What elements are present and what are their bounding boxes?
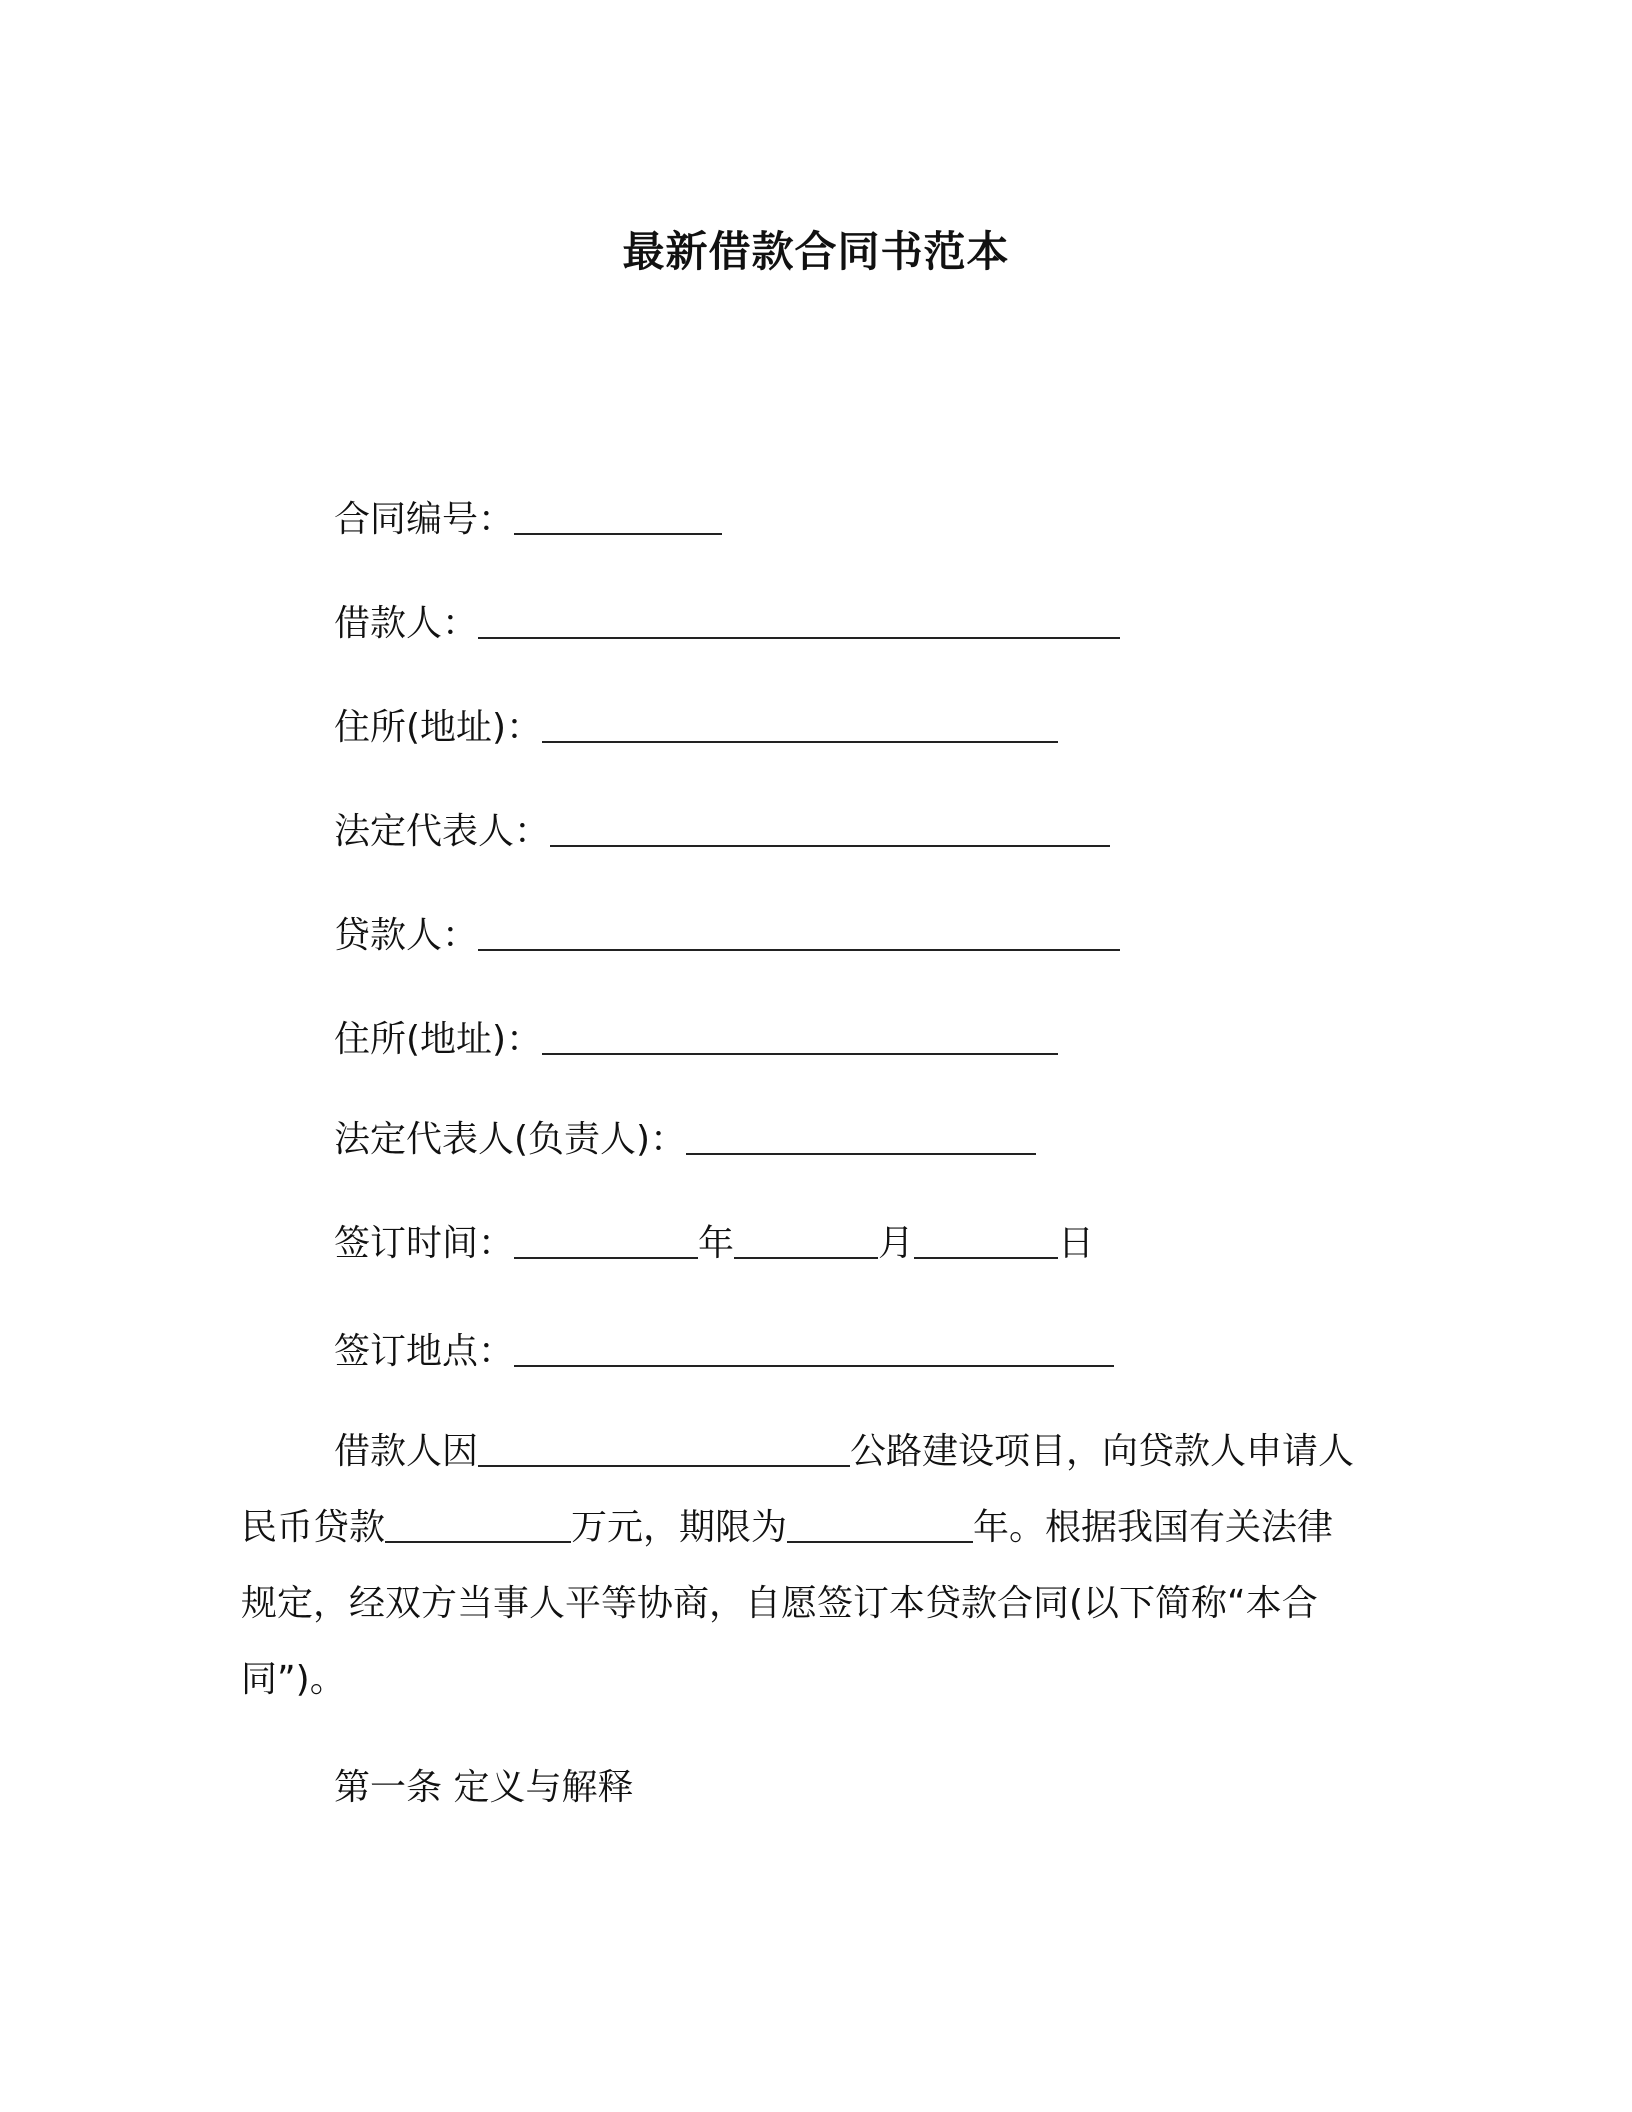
- sign-month-blank[interactable]: [734, 1217, 878, 1259]
- preamble-line-4: 同”)。: [241, 1659, 346, 1700]
- lender-rep-field: [334, 1112, 1036, 1168]
- loan-term-blank[interactable]: [787, 1501, 973, 1543]
- preamble-line-1: [241, 1414, 1391, 1490]
- borrower-blank[interactable]: [478, 597, 1120, 639]
- sign-date-field: [334, 1216, 1094, 1272]
- contract-no-blank[interactable]: [514, 493, 722, 535]
- lender-label: 贷款人：: [334, 915, 479, 956]
- preamble-text-3: 民币贷款: [241, 1507, 386, 1548]
- project-name-blank[interactable]: [478, 1425, 850, 1467]
- sign-place-blank[interactable]: [514, 1325, 1114, 1367]
- sign-place-field: [334, 1324, 1114, 1380]
- article-1-heading: 第一条 定义与解释: [334, 1767, 634, 1808]
- year-label: 年: [698, 1223, 735, 1264]
- document-title: 最新借款合同书范本: [622, 227, 1010, 276]
- borrower-address-blank[interactable]: [542, 701, 1058, 743]
- lender-address-field: [334, 1012, 1058, 1068]
- contract-no-label: 合同编号：: [334, 499, 515, 540]
- day-label: 日: [1058, 1223, 1095, 1264]
- borrower-rep-blank[interactable]: [550, 805, 1110, 847]
- lender-rep-blank[interactable]: [686, 1113, 1036, 1155]
- loan-amount-blank[interactable]: [385, 1501, 571, 1543]
- contract-no-field: [334, 492, 722, 548]
- borrower-label: 借款人：: [334, 603, 479, 644]
- lender-rep-label: 法定代表人(负责人)：: [334, 1119, 687, 1160]
- lender-address-blank[interactable]: [542, 1013, 1058, 1055]
- borrower-rep-label: 法定代表人：: [334, 811, 551, 852]
- preamble-text-2: 公路建设项目，向贷款人申请人: [850, 1431, 1355, 1472]
- preamble-text-1: 借款人因: [334, 1431, 479, 1472]
- sign-day-blank[interactable]: [914, 1217, 1058, 1259]
- preamble-line-3: 规定，经双方当事人平等协商，自愿签订本贷款合同(以下简称“本合: [241, 1583, 1318, 1624]
- sign-place-label: 签订地点：: [334, 1331, 515, 1372]
- borrower-address-label: 住所(地址)：: [334, 707, 543, 748]
- borrower-field: [334, 596, 1120, 652]
- preamble-text-5: 年。根据我国有关法律: [973, 1507, 1334, 1548]
- preamble-paragraph: [241, 1414, 1391, 1718]
- month-label: 月: [878, 1223, 915, 1264]
- borrower-address-field: [334, 700, 1058, 756]
- preamble-text-4: 万元，期限为: [571, 1507, 788, 1548]
- lender-blank[interactable]: [478, 909, 1120, 951]
- preamble-line-2: [241, 1490, 1391, 1566]
- borrower-rep-field: [334, 804, 1110, 860]
- lender-address-label: 住所(地址)：: [334, 1019, 543, 1060]
- lender-field: [334, 908, 1120, 964]
- sign-year-blank[interactable]: [514, 1217, 698, 1259]
- sign-date-label: 签订时间：: [334, 1223, 515, 1264]
